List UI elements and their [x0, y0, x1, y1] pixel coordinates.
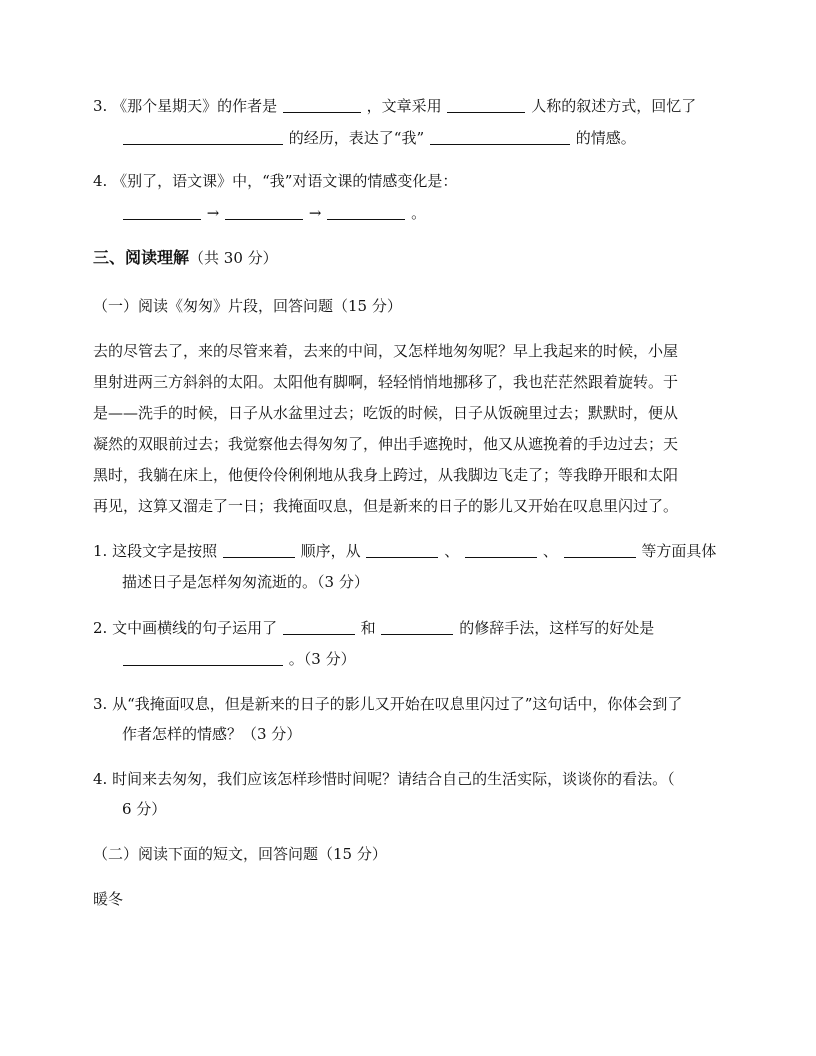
fill-blank[interactable]: [381, 619, 453, 635]
question-text: 的修辞手法，这样写的好处是: [459, 619, 655, 637]
passage-line: 凝然的双眼前过去；我觉察他去得匆匆了，伸出手遮挽时，他又从遮挽着的手边过去；天: [93, 435, 679, 453]
passage-line: 是——洗手的时候，日子从水盆里过去；吃饭的时候，日子从饭碗里过去；默默时，便从: [93, 404, 679, 422]
fill-blank[interactable]: [430, 129, 570, 145]
fill-blank[interactable]: [225, 204, 303, 220]
part-1-question-2-line-2: [122, 648, 356, 670]
passage-line: 再见，这算又溜走了一日；我掩面叹息，但是新来的日子的影儿又开始在叹息里闪过了。: [93, 497, 679, 515]
question-text: 人称的叙述方式，回忆了: [531, 97, 697, 115]
question-number: 4.: [93, 770, 108, 788]
fill-blank[interactable]: [366, 542, 438, 558]
question-text: 《别了，语文课》中，“我”对语文课的情感变化是：: [112, 172, 458, 190]
passage-line: 里射进两三方斜斜的太阳。太阳他有脚啊，轻轻悄悄地挪移了，我也茫茫然跟着旋转。于: [93, 373, 679, 391]
question-text: 等方面具体: [641, 542, 717, 560]
question-number: 2.: [93, 619, 108, 637]
question-text: 顺序，从: [300, 542, 361, 560]
question-4-line-1: [93, 170, 457, 192]
question-text: 从“我掩面叹息，但是新来的日子的影儿又开始在叹息里闪过了”这句话中，你体会到了: [112, 695, 683, 713]
fill-blank[interactable]: [465, 542, 537, 558]
question-text: 《那个星期天》的作者是: [112, 97, 278, 115]
part-1-question-1-line-2: 描述日子是怎样匆匆流逝的。（3 分）: [122, 573, 369, 591]
fill-blank[interactable]: [123, 204, 201, 220]
question-number: 4.: [93, 172, 108, 190]
question-text: 文中画横线的句子运用了: [112, 619, 278, 637]
section-title: 三、阅读理解: [93, 248, 190, 267]
question-text: ，文章采用: [366, 97, 442, 115]
part-1-question-4-line-1: [93, 768, 675, 790]
period: 。: [411, 204, 427, 222]
part-2-title: （二）阅读下面的短文，回答问题（15 分）: [93, 845, 387, 863]
fill-blank[interactable]: [223, 542, 295, 558]
question-text: 和: [360, 619, 376, 637]
question-number: 1.: [93, 542, 108, 560]
fill-blank[interactable]: [327, 204, 405, 220]
separator: 、: [444, 542, 460, 560]
arrow: →: [206, 204, 220, 222]
question-text: 这段文字是按照: [112, 542, 218, 560]
fill-blank[interactable]: [447, 97, 525, 113]
question-text: 的情感。: [575, 129, 636, 147]
fill-blank[interactable]: [283, 97, 361, 113]
question-text: 的经历，表达了“我”: [288, 129, 425, 147]
question-3-line-2: [122, 127, 636, 149]
arrow: →: [308, 204, 322, 222]
question-4-line-2: [122, 202, 426, 224]
question-text: 时间来去匆匆，我们应该怎样珍惜时间呢？请结合自己的生活实际，谈谈你的看法。（: [112, 770, 675, 788]
part-1-title: （一）阅读《匆匆》片段，回答问题（15 分）: [93, 297, 402, 315]
section-score: （共 30 分）: [189, 249, 278, 267]
story-title: 暖冬: [93, 890, 124, 908]
passage-line: 去的尽管去了，来的尽管来着，去来的中间，又怎样地匆匆呢？早上我起来的时候，小屋: [93, 342, 679, 360]
part-1-question-1-line-1: [93, 540, 716, 562]
passage-line: 黑时，我躺在床上，他便伶伶俐俐地从我身上跨过，从我脚边飞走了；等我睁开眼和太阳: [93, 466, 679, 484]
fill-blank[interactable]: [123, 129, 283, 145]
part-1-question-2-line-1: [93, 617, 654, 639]
fill-blank[interactable]: [564, 542, 636, 558]
question-number: 3.: [93, 695, 108, 713]
question-3-line-1: [93, 95, 696, 117]
part-1-question-4-line-2: 6 分）: [122, 800, 167, 818]
separator: 、: [542, 542, 558, 560]
fill-blank[interactable]: [283, 619, 355, 635]
question-text: 。（3 分）: [288, 650, 356, 668]
fill-blank[interactable]: [123, 650, 283, 666]
section-heading: [93, 247, 278, 269]
part-1-question-3-line-1: [93, 693, 682, 715]
question-number: 3.: [93, 97, 108, 115]
part-1-question-3-line-2: 作者怎样的情感？（3 分）: [122, 725, 302, 743]
